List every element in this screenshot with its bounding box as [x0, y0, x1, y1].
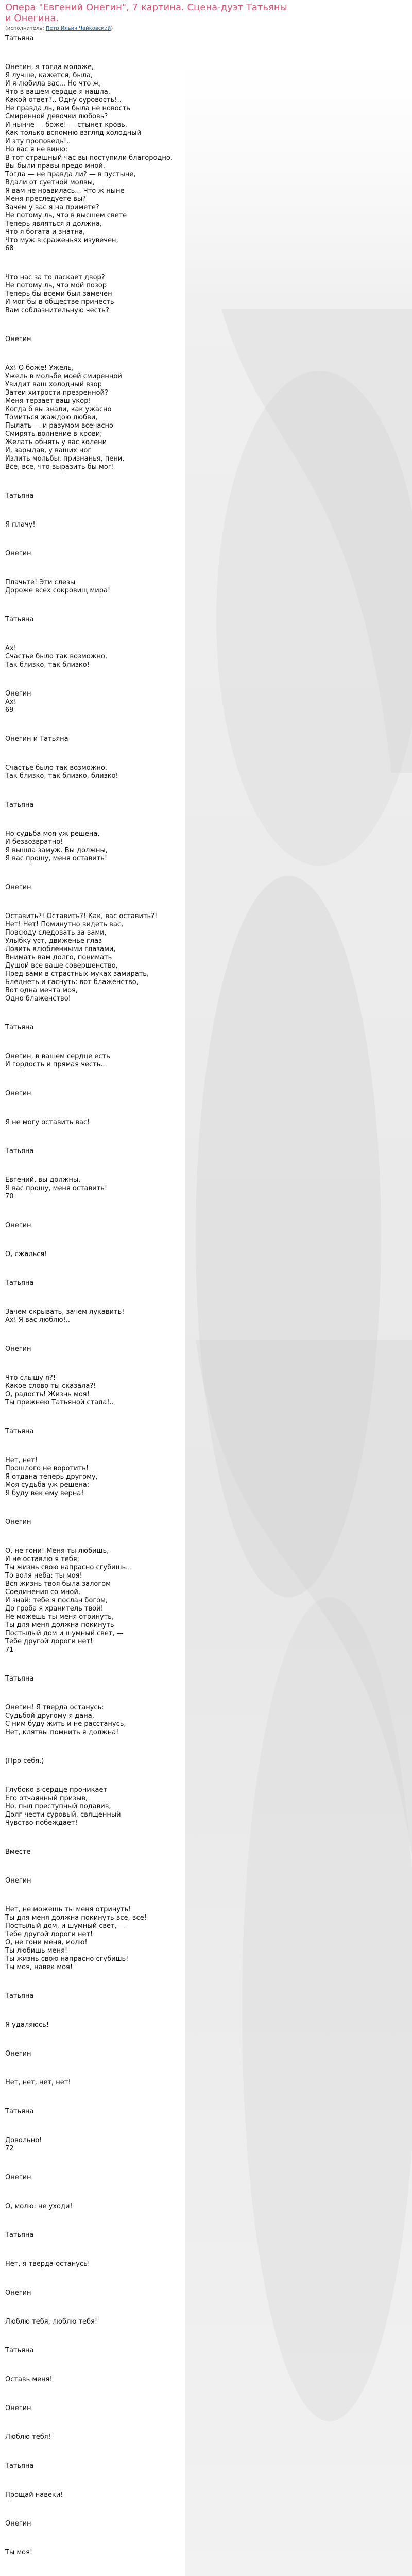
lyrics-line: Так близко, так близко!	[5, 661, 90, 669]
lyrics-line: Вместе	[5, 1848, 31, 1856]
lyrics-line: И мог бы в обществе принесть	[5, 298, 114, 306]
lyrics-line: Онегин	[5, 1877, 31, 1885]
performer-link[interactable]: Петр Ильич Чайковский	[45, 26, 111, 31]
lyrics-stanza	[5, 35, 294, 43]
lyrics-line: Я вас прошу, меня оставить!	[5, 1184, 108, 1192]
lyrics-stanza	[5, 1090, 294, 1098]
lyrics-line: Татьяна	[5, 801, 34, 809]
lyrics-line: Я лучше, кажется, была,	[5, 72, 93, 79]
lyrics-stanza	[5, 2289, 294, 2297]
lyrics-line: Онегин	[5, 2289, 31, 2297]
lyrics-line: Онегин	[5, 2520, 31, 2528]
lyrics-stanza	[5, 1848, 294, 1856]
lyrics-stanza	[5, 616, 294, 624]
lyrics-line: Так близко, так близко, близко!	[5, 772, 118, 780]
lyrics-stanza	[5, 2549, 294, 2557]
lyrics-stanza	[5, 364, 294, 471]
lyrics-stanza	[5, 1222, 294, 1230]
lyrics-line: Онегин	[5, 1222, 31, 1229]
lyrics-stanza	[5, 1518, 294, 1527]
lyrics-line: Зачем скрывать, зачем лукавить!	[5, 1308, 125, 1316]
lyrics-line: Счастье было так возможно,	[5, 764, 108, 772]
lyrics-stanza	[5, 274, 294, 315]
performer-suffix: )	[111, 26, 113, 31]
performer-line	[5, 26, 407, 31]
lyrics-line: Я вас прошу, меня оставить!	[5, 855, 108, 862]
lyrics-line: Нет! Нет! Поминутно видеть вас,	[5, 921, 124, 928]
lyrics-stanza	[5, 2079, 294, 2087]
lyrics-line: Бледнеть и гаснуть: вот блаженство,	[5, 978, 139, 986]
lyrics-line: Татьяна	[5, 616, 34, 623]
lyrics-line: Долг чести суровый, священный	[5, 1811, 121, 1819]
lyrics-line: 71	[5, 1646, 14, 1654]
lyrics-stanza	[5, 1374, 294, 1407]
lyrics-stanza	[5, 2021, 294, 2029]
lyrics-stanza	[5, 1428, 294, 1436]
lyrics-stanza	[5, 1308, 294, 1325]
lyrics-stanza	[5, 579, 294, 595]
lyrics-line: Онегин, в вашем сердце есть	[5, 1053, 110, 1060]
lyrics-stanza	[5, 2376, 294, 2384]
lyrics-stanza	[5, 1675, 294, 1683]
lyrics-line: Меня терзает ваш укор!	[5, 397, 91, 405]
lyrics-line: И, зарыдав, у ваших ног	[5, 447, 92, 454]
lyrics-line: Татьяна	[5, 2462, 34, 2470]
lyrics-line: Смирять волнение в крови;	[5, 430, 102, 438]
lyrics-line: Ах! О боже! Ужель,	[5, 364, 74, 372]
lyrics-stanza	[5, 1053, 294, 1069]
lyrics-line: И знай: тебе я послан богом,	[5, 1597, 108, 1604]
lyrics-stanza	[5, 2491, 294, 2499]
lyrics-line: Татьяна	[5, 1675, 34, 1683]
lyrics-stanza	[5, 1456, 294, 1498]
lyrics-line: Татьяна	[5, 2347, 34, 2354]
lyrics-line: С ним буду жить и не расстанусь,	[5, 1720, 126, 1728]
lyrics-line: Но судьба моя уж решена,	[5, 830, 100, 838]
lyrics-line: Татьяна	[5, 1992, 34, 2000]
lyrics-line: Ты моя, навек моя!	[5, 1963, 73, 1971]
lyrics-line: Томиться жаждою любви,	[5, 414, 98, 421]
lyrics-line: Что слышу я?!	[5, 1374, 56, 1382]
lyrics-stanza	[5, 1704, 294, 1737]
lyrics-line: Меня преследуете вы?	[5, 195, 87, 203]
lyrics-line: Не можешь ты меня отринуть,	[5, 1613, 114, 1621]
lyrics-line: Душой все ваше совершенство,	[5, 962, 118, 970]
lyrics-line: Я отдана теперь другому,	[5, 1473, 98, 1481]
lyrics-line: О, не гони! Меня ты любишь,	[5, 1547, 109, 1555]
lyrics-line: Все, все, что выразить бы мог!	[5, 463, 114, 471]
lyrics-line: И эту проповедь!..	[5, 138, 71, 145]
lyrics-stanza	[5, 764, 294, 781]
lyrics-line: Но вас я не виню:	[5, 146, 68, 154]
lyrics-line: В тот страшный час вы поступили благородно,	[5, 154, 173, 162]
lyrics-line: Зачем у вас я на примете?	[5, 204, 99, 211]
lyrics-line: Тебе другой дороги нет!	[5, 1930, 93, 1938]
lyrics-line: Онегин	[5, 1090, 31, 1097]
lyrics-line: Довольно!	[5, 2137, 42, 2144]
lyrics-line: Онегин	[5, 1518, 31, 1526]
lyrics-stanza	[5, 912, 294, 1003]
lyrics-line: Я удаляюсь!	[5, 2021, 49, 2029]
lyrics-stanza	[5, 2433, 294, 2442]
lyrics-line: Люблю тебя!	[5, 2433, 51, 2441]
lyrics-line: Вам соблазнительную честь?	[5, 307, 109, 314]
lyrics-line: Прощай навеки!	[5, 2491, 63, 2499]
lyrics-stanza	[5, 2462, 294, 2470]
lyrics-line: Я плачу!	[5, 521, 36, 529]
lyrics-line: Оставь меня!	[5, 2376, 53, 2383]
lyrics-line: Улыбку уст, движенье глаз	[5, 937, 102, 945]
lyrics-line: Ты для меня должна покинуть все, все!	[5, 1914, 147, 1922]
lyrics-line: Смиренной девочки любовь?	[5, 113, 108, 121]
lyrics-line: Вдали от суетной молвы,	[5, 179, 95, 187]
lyrics-line: Не потому ль, что мой позор	[5, 282, 107, 290]
lyrics-stanza	[5, 2520, 294, 2528]
lyrics-line: Ужель в мольбе моей смиренной	[5, 372, 122, 380]
lyrics-stanza	[5, 2260, 294, 2268]
lyrics-line: И безвозвратно!	[5, 838, 63, 846]
lyrics-line: Татьяна	[5, 1279, 34, 1287]
lyrics-line: 70	[5, 1193, 14, 1200]
lyrics-line: Вы были правы предо мной.	[5, 162, 105, 170]
lyrics-line: Онегин	[5, 335, 31, 343]
lyrics-stanza	[5, 1757, 294, 1766]
lyrics-line: Татьяна	[5, 1428, 34, 1435]
lyrics-line: (Про себя.)	[5, 1757, 44, 1765]
lyrics-line: Пред вами в страстных муках замирать,	[5, 970, 149, 978]
lyrics-line: Люблю тебя, люблю тебя!	[5, 2318, 98, 2326]
lyrics-stanza	[5, 1176, 294, 1201]
lyrics-stanza	[5, 2347, 294, 2355]
lyrics-line: Прошлого не воротить!	[5, 1465, 89, 1472]
lyrics-line: Ты для меня должна покинуть	[5, 1621, 114, 1629]
lyrics-line: Нет, клятвы помнить я должна!	[5, 1728, 119, 1736]
lyrics-body	[5, 35, 294, 2576]
lyrics-line: Вся жизнь твоя была залогом	[5, 1580, 111, 1588]
lyrics-line: Вот одна мечта моя,	[5, 987, 78, 994]
lyrics-stanza	[5, 1547, 294, 1654]
lyrics-line: Я вышла замуж. Вы должны,	[5, 846, 108, 854]
lyrics-line: Ты жизнь свою напрасно сгубишь!	[5, 1955, 129, 1963]
lyrics-line: 68	[5, 245, 14, 252]
lyrics-line: Тогда — не правда ли? — в пустыне,	[5, 171, 136, 178]
lyrics-line: Но, пыл преступный подавив,	[5, 1803, 111, 1810]
lyrics-line: Я не могу оставить вас!	[5, 1118, 90, 1126]
lyrics-line: Оставить?! Оставить?! Как, вас оставить?!	[5, 912, 158, 920]
lyrics-line: Что муж в сраженьях изувечен,	[5, 236, 118, 244]
lyrics-stanza	[5, 2137, 294, 2153]
lyrics-stanza	[5, 884, 294, 892]
lyrics-stanza	[5, 521, 294, 529]
lyrics-line: Какой ответ?.. Одну суровость!..	[5, 96, 122, 104]
lyrics-line: И я любила вас... Но что ж,	[5, 80, 101, 88]
lyrics-stanza	[5, 1024, 294, 1032]
lyrics-line: Ты жизнь свою напрасно сгубишь...	[5, 1564, 132, 1571]
lyrics-stanza	[5, 63, 294, 253]
lyrics-stanza	[5, 2174, 294, 2182]
lyrics-line: Желать обнять у вас колени	[5, 438, 107, 446]
lyrics-line: Я буду век ему верна!	[5, 1489, 84, 1497]
lyrics-stanza	[5, 1118, 294, 1127]
lyrics-stanza	[5, 1345, 294, 1353]
lyrics-stanza	[5, 1147, 294, 1156]
lyrics-line: Онегин и Татьяна	[5, 735, 68, 743]
lyrics-line: Не правда ль, вам была не новость	[5, 105, 130, 112]
lyrics-stanza	[5, 2318, 294, 2326]
lyrics-line: Онегин, я тогда моложе,	[5, 63, 94, 71]
lyrics-line: Теперь бы всеми был замечен	[5, 290, 112, 298]
page-title: Опера "Евгений Онегин", 7 картина. Сцена-дуэт Татьяны и Онегина.	[5, 2, 287, 24]
lyrics-line: Соединения со мной,	[5, 1588, 80, 1596]
lyrics-stanza	[5, 1906, 294, 1972]
lyrics-line: И гордость и прямая честь...	[5, 1061, 107, 1069]
lyrics-line: Что я богата и знатна,	[5, 228, 85, 236]
lyrics-stanza	[5, 690, 294, 715]
lyrics-line: Татьяна	[5, 492, 34, 500]
lyrics-line: Онегин	[5, 690, 31, 698]
lyrics-line: О, не гони меня, молю!	[5, 1939, 88, 1946]
lyrics-line: Повсюду следовать за вами,	[5, 929, 107, 937]
lyrics-line: Судьбой другому я дана,	[5, 1712, 94, 1720]
lyrics-line: И нынче — боже! — стынет кровь,	[5, 121, 127, 129]
lyrics-line: Ты любишь меня!	[5, 1947, 68, 1955]
lyrics-line: Татьяна	[5, 1147, 34, 1155]
lyrics-stanza	[5, 2404, 294, 2413]
lyrics-stanza	[5, 2202, 294, 2211]
lyrics-line: Евгений, вы должны,	[5, 1176, 81, 1184]
lyrics-line: Онегин	[5, 2050, 31, 2058]
lyrics-line: 72	[5, 2145, 14, 2153]
lyrics-line: Дороже всех сокровищ мира!	[5, 587, 111, 595]
lyrics-line: Когда б вы знали, как ужасно	[5, 405, 112, 413]
lyrics-stanza	[5, 1877, 294, 1885]
lyrics-stanza	[5, 492, 294, 500]
lyrics-line: Онегин	[5, 550, 31, 557]
lyrics-stanza	[5, 335, 294, 344]
lyrics-line: Его отчаянный призыв,	[5, 1794, 88, 1802]
lyrics-line: О, радость! Жизнь моя!	[5, 1391, 90, 1398]
lyrics-line: Постылый дом, и шумный свет, —	[5, 1922, 126, 1930]
lyrics-stanza	[5, 735, 294, 743]
lyrics-line: Татьяна	[5, 35, 34, 42]
lyrics-line: Нет, нет!	[5, 1456, 38, 1464]
lyrics-line: Плачьте! Эти слезы	[5, 579, 76, 586]
lyrics-line: Татьяна	[5, 2231, 34, 2239]
lyrics-line: Ах!	[5, 698, 16, 706]
lyrics-line: О, молю: не уходи!	[5, 2202, 73, 2210]
lyrics-line: Онегин	[5, 2174, 31, 2181]
lyrics-stanza	[5, 645, 294, 669]
lyrics-line: Татьяна	[5, 1024, 34, 1031]
lyrics-line: Не потому ль, что в высшем свете	[5, 212, 127, 219]
lyrics-line: Татьяна	[5, 2108, 34, 2115]
lyrics-stanza	[5, 1786, 294, 1827]
lyrics-line: 69	[5, 706, 14, 714]
lyrics-line: Затеи хитрости презренной?	[5, 389, 108, 397]
lyrics-line: Ах! Я вас люблю!..	[5, 1316, 71, 1324]
lyrics-line: Что нас за то ласкает двор?	[5, 274, 105, 281]
lyrics-line: Онегин	[5, 2404, 31, 2412]
lyrics-line: Ты прежнею Татьяной стала!..	[5, 1399, 114, 1406]
lyrics-line: Моя судьба уж решена:	[5, 1481, 90, 1489]
lyrics-line: Увидит ваш холодный взор	[5, 381, 102, 388]
lyrics-stanza	[5, 1250, 294, 1259]
lyrics-line: Онегин	[5, 1345, 31, 1353]
lyrics-stanza	[5, 801, 294, 809]
lyrics-stanza	[5, 2231, 294, 2240]
lyrics-line: Нет, нет, нет, нет!	[5, 2079, 71, 2087]
lyrics-line: Что в вашем сердце я нашла,	[5, 88, 110, 96]
lyrics-line: Какое слово ты сказала?!	[5, 1382, 96, 1390]
lyrics-line: Глубоко в сердце проникает	[5, 1786, 108, 1794]
lyrics-line: И не оставлю я тебя;	[5, 1555, 79, 1563]
lyrics-line: Ах!	[5, 645, 16, 652]
lyrics-line: Внимать вам долго, понимать	[5, 954, 112, 961]
lyrics-line: Одно блаженство!	[5, 995, 71, 1003]
lyrics-line: Ловить влюбленными глазами,	[5, 945, 116, 953]
lyrics-line: Теперь являться я должна,	[5, 220, 102, 228]
lyrics-line: То воля неба: ты моя!	[5, 1572, 82, 1580]
lyrics-line: Нет, не можешь ты меня отринуть!	[5, 1906, 131, 1913]
lyrics-line: О, сжалься!	[5, 1250, 47, 1258]
lyrics-line: Тебе другой дороги нет!	[5, 1638, 93, 1646]
lyrics-line: Я вам не нравилась... Что ж ныне	[5, 187, 125, 195]
lyrics-stanza	[5, 1992, 294, 2001]
lyrics-line: Как только вспомню взгляд холодный	[5, 129, 142, 137]
lyrics-line: Онегин! Я тверда останусь:	[5, 1704, 104, 1711]
performer-prefix: (исполнитель:	[5, 26, 44, 31]
lyrics-line: Пылать — и разумом всечасно	[5, 422, 113, 430]
lyrics-stanza	[5, 2050, 294, 2058]
lyrics-stanza	[5, 2108, 294, 2116]
lyrics-line: Ты моя!	[5, 2549, 33, 2556]
lyrics-line: Постылый дом и шумный свет, —	[5, 1630, 124, 1637]
lyrics-line: Счастье было так возможно,	[5, 653, 108, 660]
lyrics-line: Излить мольбы, признанья, пени,	[5, 455, 125, 463]
lyrics-stanza	[5, 550, 294, 558]
lyrics-line: Онегин	[5, 884, 31, 891]
lyrics-line: Нет, я тверда останусь!	[5, 2260, 90, 2268]
lyrics-stanza	[5, 1279, 294, 1287]
lyrics-stanza	[5, 830, 294, 863]
lyrics-line: До гроба я хранитель твой!	[5, 1605, 104, 1613]
lyrics-line: Чувство побеждает!	[5, 1819, 78, 1827]
